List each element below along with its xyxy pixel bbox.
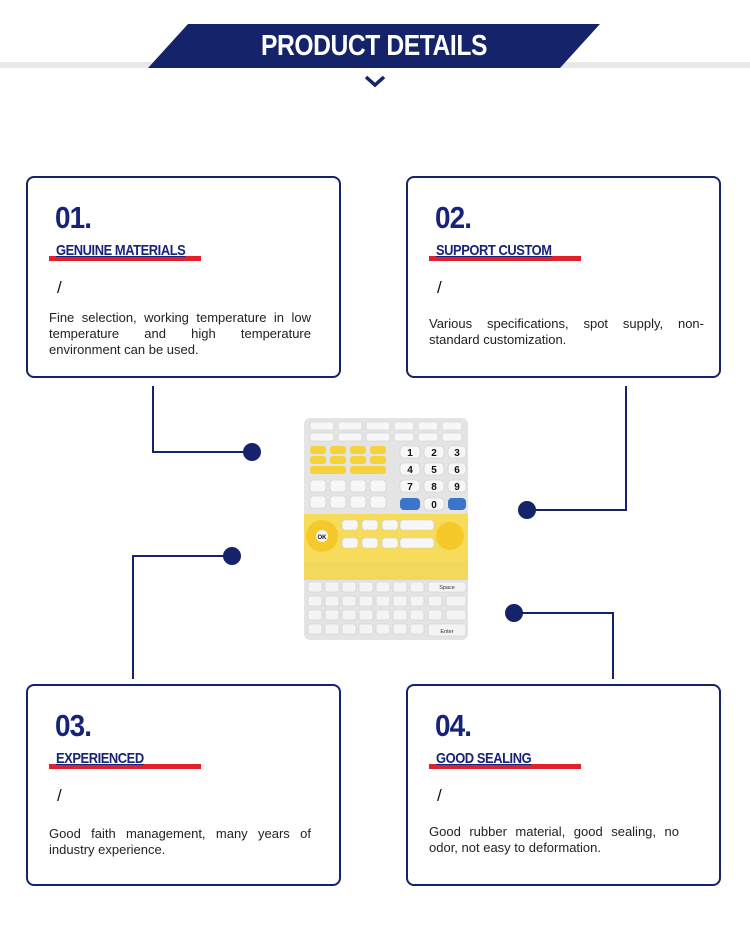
card-slash: / (57, 278, 62, 297)
connector-dot (505, 604, 523, 622)
svg-text:0: 0 (431, 500, 437, 511)
connector-line (152, 386, 154, 452)
card-number: 01. (55, 200, 92, 235)
card-number: 03. (55, 708, 92, 743)
svg-text:OK: OK (317, 535, 327, 541)
feature-card-1 (26, 176, 341, 378)
card-number: 02. (435, 200, 472, 235)
svg-text:6: 6 (454, 465, 460, 476)
svg-text:1: 1 (407, 448, 413, 459)
feature-card-4 (406, 684, 721, 886)
chevron-down-icon (364, 74, 386, 88)
card-slash: / (437, 786, 442, 805)
connector-dot (518, 501, 536, 519)
svg-text:Enter: Enter (440, 629, 454, 635)
card-subtitle: SUPPORT CUSTOM (436, 242, 552, 259)
svg-text:7: 7 (407, 482, 413, 493)
svg-text:5: 5 (431, 465, 437, 476)
card-slash: / (57, 786, 62, 805)
header-banner (148, 24, 600, 68)
connector-line (612, 612, 614, 679)
feature-card-2 (406, 176, 721, 378)
card-description: Good faith management, many years of industry experience. (49, 826, 311, 857)
feature-card-3 (26, 684, 341, 886)
svg-text:Space: Space (439, 585, 455, 591)
card-description: Good rubber material, good sealing, no odor, not easy to deformation. (429, 824, 679, 855)
connector-dot (243, 443, 261, 461)
card-description: Fine selection, working temperature in low temperature and high temperature environment can be used. (49, 310, 311, 357)
connector-line (625, 386, 627, 510)
connector-line (132, 555, 232, 557)
card-subtitle: EXPERIENCED (56, 750, 144, 767)
keypad-illustration (300, 418, 472, 644)
card-description: Various specifications, spot supply, non-standard customization. (429, 316, 704, 347)
card-subtitle: GOOD SEALING (436, 750, 532, 767)
connector-line (527, 509, 627, 511)
connector-line (513, 612, 613, 614)
svg-text:4: 4 (407, 465, 413, 476)
svg-text:2: 2 (431, 448, 437, 459)
svg-text:9: 9 (454, 482, 460, 493)
card-number: 04. (435, 708, 472, 743)
svg-text:3: 3 (454, 448, 460, 459)
connector-line (132, 555, 134, 679)
card-slash: / (437, 278, 442, 297)
connector-dot (223, 547, 241, 565)
keypad-product-image (300, 418, 472, 644)
svg-text:8: 8 (431, 482, 437, 493)
connector-line (152, 451, 252, 453)
page-title: PRODUCT DETAILS (261, 30, 487, 62)
card-subtitle: GENUINE MATERIALS (56, 242, 186, 259)
